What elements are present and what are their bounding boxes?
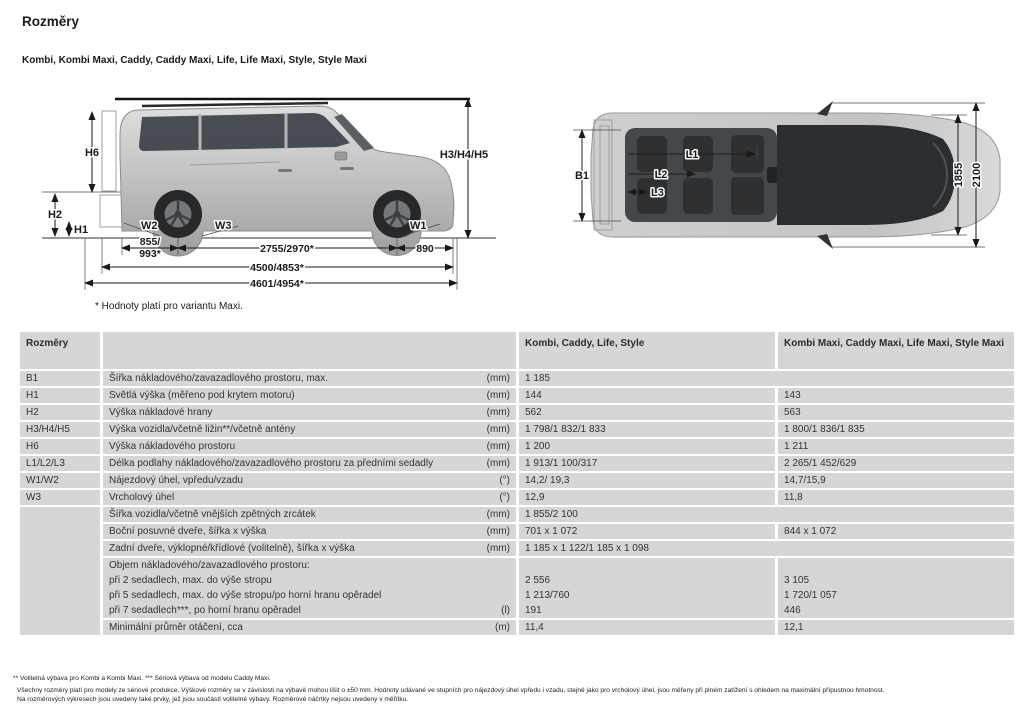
dim-label-l2: L2	[654, 169, 668, 181]
van-top-illustration	[591, 101, 1000, 249]
row-value-line: 1 720/1 057	[784, 590, 837, 601]
row-value-span: 1 855/2 100	[519, 507, 1014, 522]
row-value-1: 11,4	[519, 620, 775, 635]
side-view-drawing	[40, 95, 510, 300]
footnote-scale: Na rozměrových výkresech jsou uvedeny také prvky, jež jsou součástí volitelné výbavy. Rozměrové náčrtky nejsou uvedeny v měřítku.	[17, 696, 409, 703]
door-handle-front	[340, 167, 354, 170]
row-desc: Boční posuvné dveře, šířka x výška	[109, 526, 267, 537]
row-code-empty-block	[20, 507, 100, 635]
table-row	[20, 422, 1014, 437]
top-view-drawing	[565, 95, 1010, 265]
row-desc-line: při 5 sedadlech, max. do výše stropu/po horní hranu opěradel	[109, 590, 382, 601]
row-desc: Nájezdový úhel, vpředu/vzadu	[109, 475, 243, 486]
dim-label-length-b: 4601/4954*	[250, 278, 304, 290]
row-value-line	[525, 558, 769, 573]
table-row	[20, 473, 1014, 488]
row-value-span: 1 185 x 1 122/1 185 x 1 098	[519, 541, 1014, 556]
row-desc: Výška nákladového prostoru	[109, 441, 236, 452]
table-row	[20, 524, 1014, 539]
roof-rail	[142, 103, 328, 106]
row-unit: (m)	[495, 622, 510, 633]
row-desc: Výška nákladové hrany	[109, 407, 213, 418]
page-title: Rozměry	[22, 14, 80, 29]
row-code: H2	[20, 405, 100, 420]
side-mirror	[335, 152, 347, 160]
table-row	[20, 456, 1014, 471]
row-value-line: 2 556	[525, 575, 551, 586]
row-desc: Vrcholový úhel	[109, 492, 175, 503]
row-unit: (°)	[499, 475, 510, 486]
table-row	[20, 371, 1014, 386]
footnote-tolerances: Všechny rozměry platí pro modely ze sériové produkce. Výškové rozměry se v závislosti na výbavě mohou lišit o ±50 mm. Hodnoty udávané ve stupních pro nájezdový úhel vpředu i vzadu, stejně jako pro vrcholový úhel, jsou měřeny při plném zatížení s ohledem na maximální přípustnou hmotnost.	[17, 687, 885, 694]
dim-label-rear-overhang-a: 855/	[139, 236, 161, 248]
row-unit: (mm)	[486, 509, 510, 520]
row-value-1: 144	[519, 388, 775, 403]
row-value-line: 191	[525, 605, 542, 616]
row-unit: (mm)	[486, 407, 510, 418]
row-code: B1	[20, 371, 100, 386]
row-unit: (mm)	[486, 390, 510, 401]
row-code: W3	[20, 490, 100, 505]
dim-label-rear-overhang-b: 993*	[139, 248, 161, 260]
row-code: W1/W2	[20, 473, 100, 488]
header-kombi-maxi: Kombi Maxi, Caddy Maxi, Life Maxi, Style Maxi	[778, 332, 1014, 369]
row-value-line: 3 105	[784, 575, 810, 586]
row-value-2: 1 211	[778, 439, 1014, 454]
row-desc: Délka podlahy nákladového/zavazadlového prostoru za předními sedadly	[109, 458, 434, 469]
row-unit: (mm)	[486, 526, 510, 537]
row-desc: Výška vozidla/včetně ližin**/včetně antény	[109, 424, 296, 435]
dim-label-w1: W1	[410, 220, 427, 232]
row-value-2: 2 265/1 452/629	[778, 456, 1014, 471]
header-kombi: Kombi, Caddy, Life, Style	[519, 332, 775, 369]
row-code: L1/L2/L3	[20, 456, 100, 471]
dim-label-length-a: 4500/4853*	[250, 262, 304, 274]
dim-label-h1: H1	[74, 224, 89, 236]
side-windows	[139, 113, 350, 151]
row-unit: (mm)	[486, 543, 510, 554]
footnote-options: ** Volitelná výbava pro Kombi a Kombi Maxi. *** Sériová výbava od modelu Caddy Maxi.	[13, 675, 271, 682]
dim-label-w3: W3	[215, 220, 232, 232]
dim-label-wheelbase: 2755/2970*	[260, 243, 314, 255]
row-value-2: 844 x 1 072	[778, 524, 1014, 539]
row-value-2: 1 800/1 836/1 835	[778, 422, 1014, 437]
dim-label-mirror-width: 2100	[971, 162, 983, 188]
row-desc: Šířka nákladového/zavazadlového prostoru, max.	[109, 373, 329, 384]
table-row	[20, 439, 1014, 454]
open-tailgate-outline	[102, 111, 116, 191]
dim-label-h6: H6	[84, 147, 100, 159]
row-value-1: 1 913/1 100/317	[519, 456, 775, 471]
row-code: H1	[20, 388, 100, 403]
row-desc: Světlá výška (měřeno pod krytem motoru)	[109, 390, 295, 401]
table-header-row	[20, 332, 1014, 369]
model-list-subtitle: Kombi, Kombi Maxi, Caddy, Caddy Maxi, Life, Life Maxi, Style, Style Maxi	[22, 55, 367, 66]
row-value-span: 1 185	[519, 371, 1014, 386]
row-desc: Zadní dveře, výklopné/křídlové (volitelně), šířka x výška	[109, 543, 355, 554]
row-value-1: 12,9	[519, 490, 775, 505]
table-row-volume	[20, 558, 1014, 618]
row-value-1: 1 798/1 832/1 833	[519, 422, 775, 437]
table-row	[20, 541, 1014, 556]
dimensions-table	[17, 330, 1017, 637]
row-unit: (°)	[499, 492, 510, 503]
dim-label-h345: H3/H4/H5	[439, 149, 489, 161]
row-desc-line: při 7 sedadlech***, po horní hranu opěradel	[109, 605, 301, 616]
header-rozmery: Rozměry	[20, 332, 100, 369]
row-value-1: 562	[519, 405, 775, 420]
roof-windshield-glass	[777, 125, 955, 225]
row-unit: (mm)	[486, 424, 510, 435]
row-unit: (mm)	[486, 373, 510, 384]
dim-label-h2: H2	[47, 209, 63, 221]
row-desc: Minimální průměr otáčení, cca	[109, 622, 243, 633]
row-value-2: 563	[778, 405, 1014, 420]
dim-label-l3: L3	[651, 187, 664, 199]
rear-wheel	[154, 190, 202, 238]
row-value-1: 701 x 1 072	[519, 524, 775, 539]
rear-bumper-outline	[100, 195, 122, 227]
row-desc-line: Objem nákladového/zavazadlového prostoru:	[109, 560, 310, 571]
row-desc: Šířka vozidla/včetně vnějších zpětných zrcátek	[109, 509, 316, 520]
maxi-variant-note: * Hodnoty platí pro variantu Maxi.	[95, 301, 243, 312]
row-value-line	[784, 558, 1008, 573]
row-value-2: 12,1	[778, 620, 1014, 635]
row-value-line: 446	[784, 605, 801, 616]
header-description	[103, 332, 516, 369]
door-handle	[278, 169, 292, 172]
row-value-2: 14,7/15,9	[778, 473, 1014, 488]
dim-label-b1: B1	[574, 170, 590, 182]
table-row	[20, 405, 1014, 420]
table-row	[20, 388, 1014, 403]
table-row	[20, 507, 1014, 522]
row-desc-line: při 2 sedadlech, max. do výše stropu	[109, 575, 272, 586]
row-value-line: 1 213/760	[525, 590, 570, 601]
row-unit: (l)	[501, 605, 510, 616]
table-row	[20, 490, 1014, 505]
row-value-2: 143	[778, 388, 1014, 403]
row-unit: (mm)	[486, 458, 510, 469]
van-side-illustration	[120, 103, 454, 256]
dim-label-w2: W2	[141, 220, 158, 232]
row-value-1: 1 200	[519, 439, 775, 454]
row-value-2: 11,8	[778, 490, 1014, 505]
row-unit: (mm)	[486, 441, 510, 452]
dim-label-body-width: 1855	[953, 162, 965, 188]
table-row	[20, 620, 1014, 635]
dim-label-front-overhang: 890	[416, 243, 434, 255]
row-code: H6	[20, 439, 100, 454]
row-code: H3/H4/H5	[20, 422, 100, 437]
dim-label-l1: L1	[685, 149, 699, 161]
row-value-1: 14,2/ 19,3	[519, 473, 775, 488]
